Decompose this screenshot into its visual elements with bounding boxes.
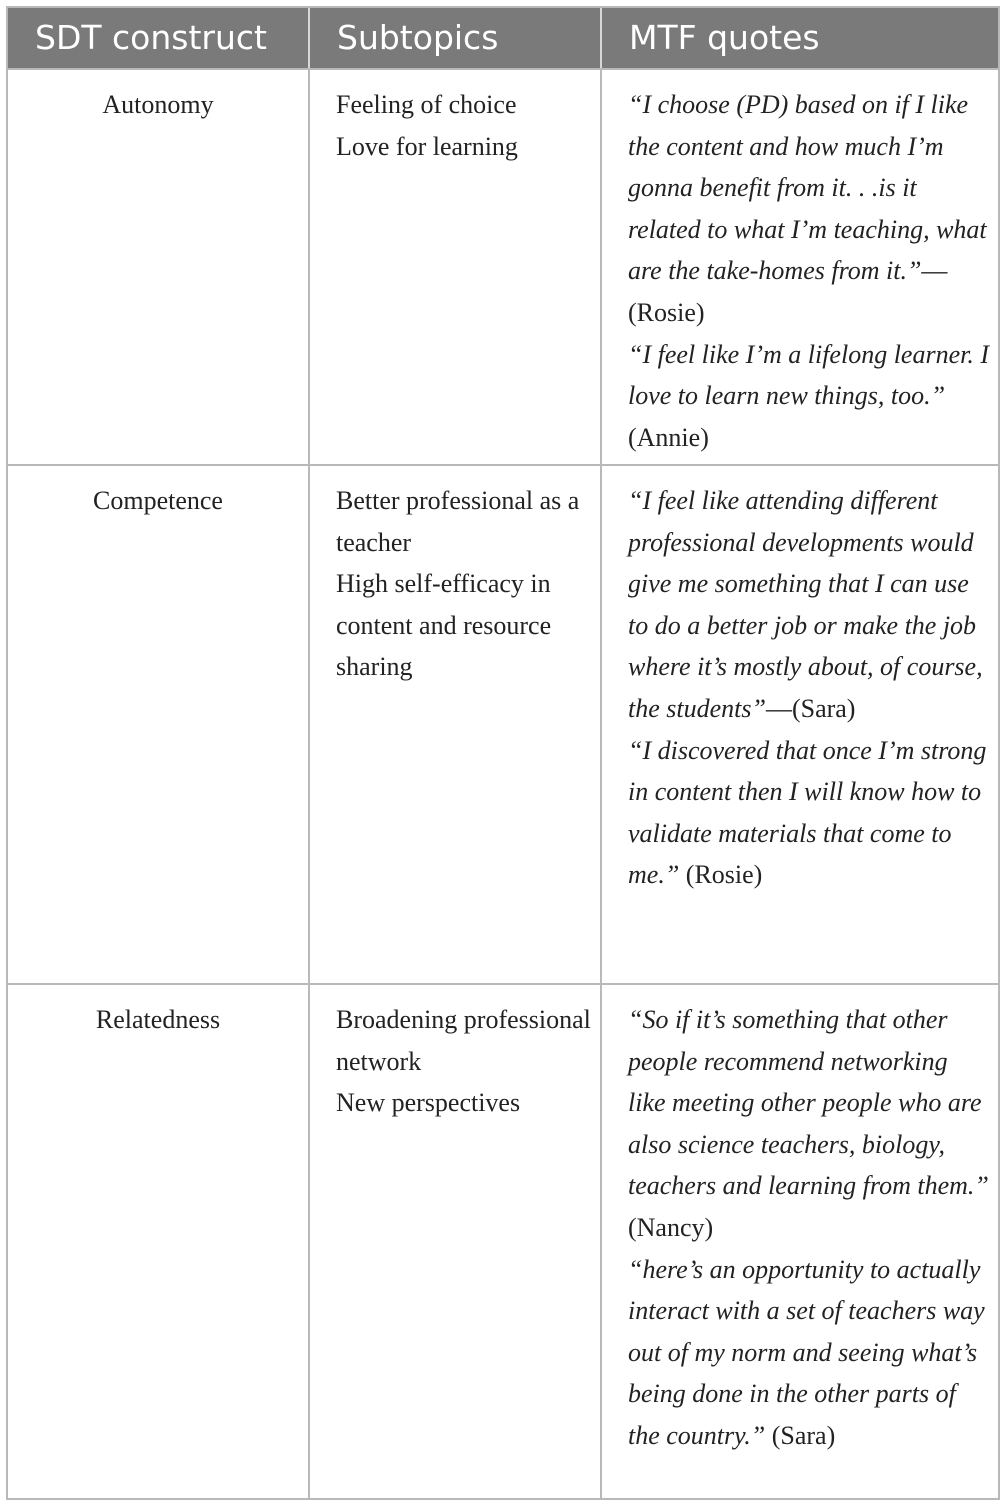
header-mtf-quotes: MTF quotes	[600, 8, 998, 68]
quotes-cell	[600, 985, 998, 1498]
subtopics-cell	[308, 985, 600, 1498]
header-subtopics: Subtopics	[308, 8, 600, 68]
quote-text: “So if it’s something that other people recommend networking like meeting other people who are also science teachers, biology, teachers and learning from them.”	[628, 1005, 989, 1201]
construct-cell: Competence	[93, 486, 223, 515]
table-row-relatedness	[8, 983, 998, 1498]
quote-attribution: —(Rosie)	[628, 256, 948, 327]
quote	[628, 1249, 990, 1457]
sdt-table	[6, 6, 1000, 1500]
subtopics-cell	[308, 466, 600, 983]
table-row-competence	[8, 464, 998, 983]
quote	[628, 334, 990, 459]
quote	[628, 480, 990, 730]
quote	[628, 730, 990, 896]
quote-attribution: (Sara)	[765, 1420, 836, 1450]
quote-text: “I choose (PD) based on if I like the content and how much I’m gonna benefit from it. . .is it related to what I’m teaching, what are the take-homes from it.”	[628, 90, 987, 286]
header-sdt-construct: SDT construct	[35, 18, 267, 57]
subtopic-item: New perspectives	[336, 1088, 521, 1118]
subtopic-item: High self-efficacy in content and resource sharing	[336, 569, 552, 682]
subtopic-item: Feeling of choice	[336, 90, 517, 119]
quote-attribution: (Nancy)	[628, 1212, 714, 1242]
quote-attribution: (Annie)	[628, 422, 709, 452]
quote-text: “I feel like attending different professional developments would give me something that I can use to do a better job or make the job where it’s mostly about, of course, the students”	[628, 486, 983, 723]
quote	[628, 999, 990, 1249]
subtopic-item: Better professional as a teacher	[336, 486, 580, 557]
construct-cell: Relatedness	[95, 1005, 221, 1034]
subtopic-item: Love for learning	[336, 131, 518, 161]
quote-text: “I feel like I’m a lifelong learner. I love to learn new things, too.”	[628, 339, 990, 411]
subtopics-cell	[308, 70, 600, 464]
subtopic-item: Broadening professional network	[336, 1005, 591, 1076]
quote-attribution: —(Sara)	[765, 693, 856, 723]
table-row-autonomy	[8, 68, 998, 464]
quote	[628, 84, 990, 334]
quotes-cell	[600, 70, 998, 464]
quotes-cell	[600, 466, 998, 983]
quote-text: “here’s an opportunity to actually interact with a set of teachers way out of my norm and seeing what’s being done in the other parts of the country.”	[628, 1254, 985, 1450]
quote-text: “I discovered that once I’m strong in content then I will know how to validate materials that come to me.”	[628, 735, 987, 890]
table-header-row	[8, 8, 998, 68]
quote-attribution: (Rosie)	[679, 860, 763, 890]
construct-cell: Autonomy	[102, 90, 214, 119]
